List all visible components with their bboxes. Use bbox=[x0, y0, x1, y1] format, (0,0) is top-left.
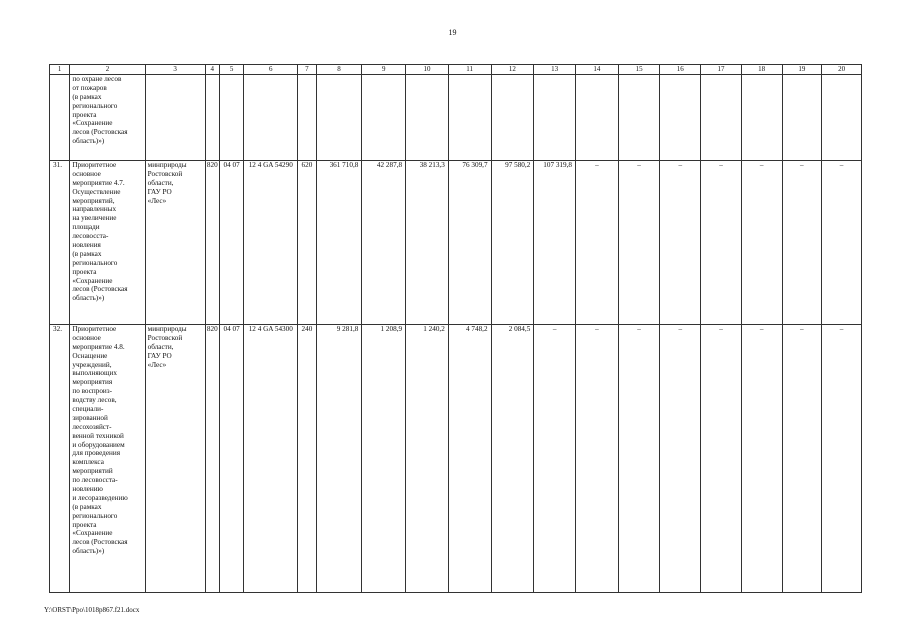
text-line: «Сохранение bbox=[72, 276, 113, 285]
executor bbox=[145, 161, 205, 325]
column-number: 11 bbox=[448, 65, 491, 75]
text-line: площади bbox=[72, 223, 100, 232]
text-line: область)») bbox=[72, 137, 105, 146]
column-number: 3 bbox=[145, 65, 205, 75]
text-line: новлению bbox=[72, 485, 103, 494]
amount-year: – bbox=[618, 161, 660, 325]
text-line: лесов (Ростовская bbox=[72, 285, 128, 294]
text-line: зированной bbox=[72, 413, 108, 422]
text-line: (в рамках bbox=[72, 249, 102, 258]
amount-year: 42 287,8 bbox=[362, 161, 406, 325]
amount-year: – bbox=[534, 325, 576, 593]
column-number: 16 bbox=[660, 65, 701, 75]
table-row bbox=[50, 325, 862, 593]
column-number: 13 bbox=[534, 65, 576, 75]
text-line: «Лес» bbox=[147, 196, 167, 205]
amount-year: 38 213,3 bbox=[406, 161, 449, 325]
column-number: 8 bbox=[316, 65, 362, 75]
text-line: проекта bbox=[72, 110, 97, 119]
column-number: 10 bbox=[406, 65, 449, 75]
text-line: для проведения bbox=[72, 449, 121, 458]
text-line: учреждений, bbox=[72, 360, 112, 369]
text-line: (в рамках bbox=[72, 92, 102, 101]
column-number: 1 bbox=[50, 65, 70, 75]
grbs-code: 820 bbox=[205, 161, 219, 325]
text-line: Ростовской bbox=[147, 169, 183, 178]
text-line: специали- bbox=[72, 405, 104, 414]
text-line: ГАУ РО bbox=[147, 187, 172, 196]
executor bbox=[145, 325, 205, 593]
column-number: 14 bbox=[576, 65, 619, 75]
amount-year: – bbox=[822, 325, 862, 593]
text-line: проекта bbox=[72, 267, 97, 276]
text-line: направленных bbox=[72, 205, 117, 214]
column-number: 5 bbox=[219, 65, 243, 75]
text-line: лесов (Ростовская bbox=[72, 538, 128, 547]
grbs-code: 820 bbox=[205, 325, 219, 593]
text-line: минприроды bbox=[147, 161, 187, 169]
target-article-code: 12 4 GA 54290 bbox=[244, 161, 298, 325]
text-line: Приоритетное bbox=[72, 325, 117, 333]
page-number: 19 bbox=[448, 28, 457, 37]
column-number-row bbox=[50, 65, 862, 75]
text-line: основное bbox=[72, 169, 101, 178]
amount-year: – bbox=[782, 325, 822, 593]
expense-type-code: 240 bbox=[298, 325, 316, 593]
column-number: 19 bbox=[782, 65, 822, 75]
amount-year: 2 084,5 bbox=[491, 325, 534, 593]
text-line: ГАУ РО bbox=[147, 351, 172, 360]
text-line: выполняющих bbox=[72, 369, 117, 378]
amount-total: 361 710,8 bbox=[316, 161, 362, 325]
text-line: «Лес» bbox=[147, 360, 167, 369]
text-line: по воспроиз- bbox=[72, 387, 113, 396]
target-article-code: 12 4 GA 54300 bbox=[244, 325, 298, 593]
amount-year: 97 580,2 bbox=[491, 161, 534, 325]
amount-year: – bbox=[741, 325, 782, 593]
text-line: область)») bbox=[72, 294, 105, 303]
continuation-row bbox=[50, 75, 862, 161]
text-line: (в рамках bbox=[72, 502, 102, 511]
measure-name bbox=[70, 161, 145, 325]
amount-year: – bbox=[701, 161, 742, 325]
text-line: лесов (Ростовская bbox=[72, 128, 128, 137]
text-line: «Сохранение bbox=[72, 529, 113, 538]
text-line: лесохозяйст- bbox=[72, 422, 112, 431]
text-line: мероприятий bbox=[72, 467, 113, 476]
budget-table bbox=[49, 64, 862, 593]
amount-total: 9 281,8 bbox=[316, 325, 362, 593]
column-number: 9 bbox=[362, 65, 406, 75]
column-number: 15 bbox=[618, 65, 660, 75]
amount-year: 4 748,2 bbox=[448, 325, 491, 593]
text-line: и лесоразведению bbox=[72, 493, 128, 502]
text-line: мероприятие 4.8. bbox=[72, 342, 125, 351]
amount-year: 1 240,2 bbox=[406, 325, 449, 593]
amount-year: – bbox=[660, 161, 701, 325]
text-line: Осуществление bbox=[72, 187, 121, 196]
amount-year: – bbox=[782, 161, 822, 325]
text-line: «Сохранение bbox=[72, 119, 113, 128]
text-line: регионального bbox=[72, 101, 118, 110]
amount-year: – bbox=[576, 161, 619, 325]
amount-year: – bbox=[576, 325, 619, 593]
section-code: 04 07 bbox=[219, 161, 243, 325]
text-line: лесовосста- bbox=[72, 232, 109, 241]
column-number: 7 bbox=[298, 65, 316, 75]
text-line: по лесовосста- bbox=[72, 476, 118, 485]
column-number: 4 bbox=[205, 65, 219, 75]
text-line: Ростовской bbox=[147, 333, 183, 342]
measure-name bbox=[70, 325, 145, 593]
amount-year: 107 319,8 bbox=[534, 161, 576, 325]
amount-year: – bbox=[741, 161, 782, 325]
row-index: 32. bbox=[50, 325, 70, 593]
text-line: на увеличение bbox=[72, 214, 117, 223]
text-line: область)») bbox=[72, 547, 105, 556]
column-number: 6 bbox=[244, 65, 298, 75]
text-line: по охране лесов bbox=[72, 75, 122, 83]
text-line: области, bbox=[147, 178, 174, 187]
column-number: 12 bbox=[491, 65, 534, 75]
row-index: 31. bbox=[50, 161, 70, 325]
text-line: венной техникой bbox=[72, 431, 124, 440]
amount-year: 76 309,7 bbox=[448, 161, 491, 325]
text-line: мероприятия bbox=[72, 378, 113, 387]
text-line: от пожаров bbox=[72, 83, 107, 92]
text-line: регионального bbox=[72, 511, 118, 520]
amount-year: – bbox=[822, 161, 862, 325]
column-number: 18 bbox=[741, 65, 782, 75]
text-line: Оснащение bbox=[72, 351, 108, 360]
text-line: комплекса bbox=[72, 458, 104, 467]
text-line: мероприятие 4.7. bbox=[72, 178, 125, 187]
column-number: 17 bbox=[701, 65, 742, 75]
text-line: мероприятий, bbox=[72, 196, 115, 205]
table-row bbox=[50, 161, 862, 325]
column-number: 20 bbox=[822, 65, 862, 75]
amount-year: 1 208,9 bbox=[362, 325, 406, 593]
text-line: водству лесов, bbox=[72, 396, 117, 405]
text-line: проекта bbox=[72, 520, 97, 529]
amount-year: – bbox=[660, 325, 701, 593]
amount-year: – bbox=[701, 325, 742, 593]
text-line: минприроды bbox=[147, 325, 187, 333]
expense-type-code: 620 bbox=[298, 161, 316, 325]
amount-year: – bbox=[618, 325, 660, 593]
text-line: регионального bbox=[72, 258, 118, 267]
text-line: области, bbox=[147, 342, 174, 351]
text-line: основное bbox=[72, 333, 101, 342]
section-code: 04 07 bbox=[219, 325, 243, 593]
text-line: и оборудованием bbox=[72, 440, 125, 449]
text-line: Приоритетное bbox=[72, 161, 117, 169]
text-line: новления bbox=[72, 241, 101, 250]
footer-file-path: Y:\ORST\Ppo\1018p867.f21.docx bbox=[44, 606, 140, 614]
continuation-name bbox=[70, 75, 145, 161]
column-number: 2 bbox=[70, 65, 145, 75]
